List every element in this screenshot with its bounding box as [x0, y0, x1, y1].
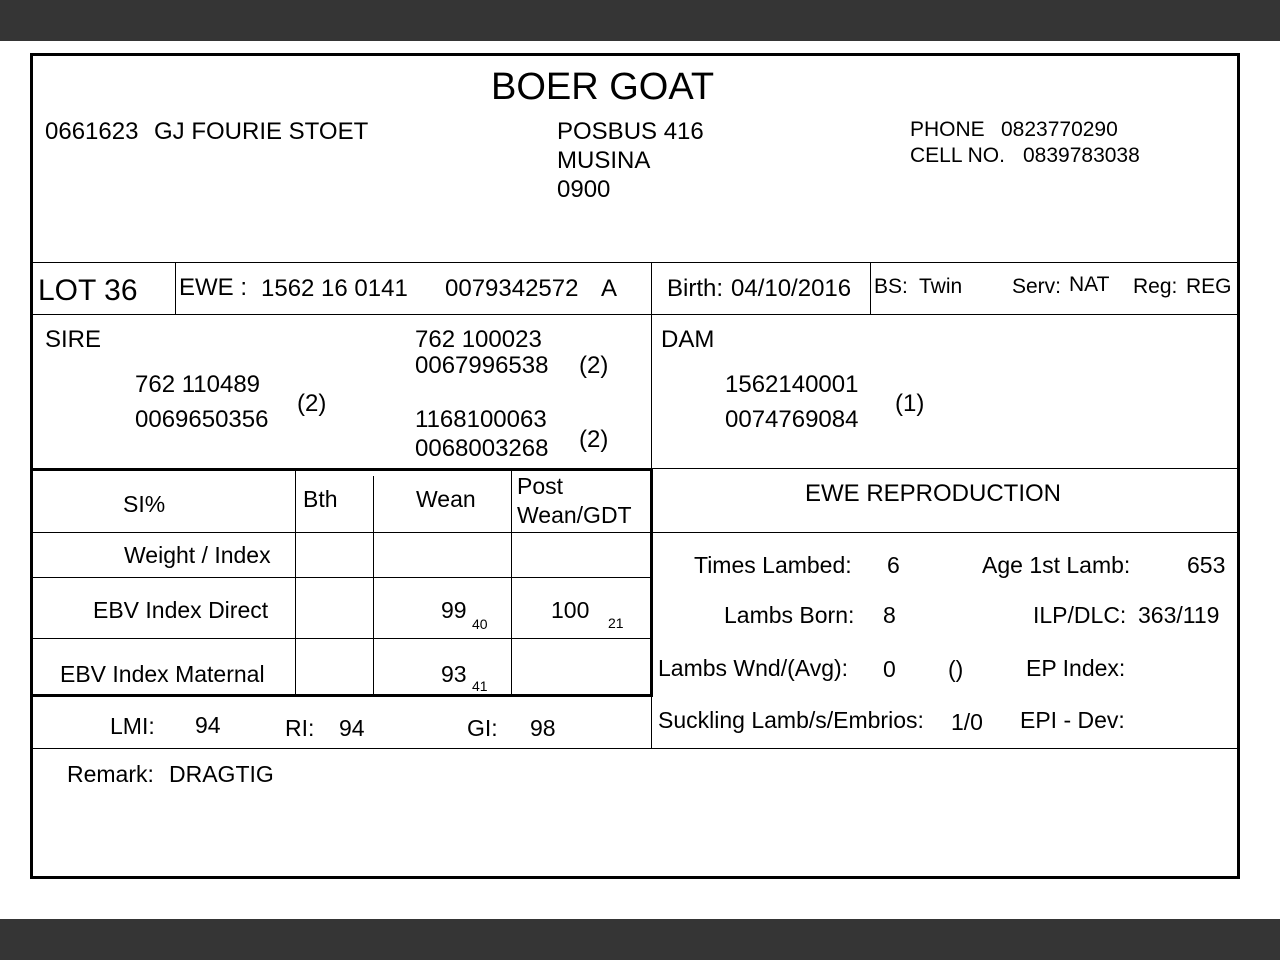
- sire-count: (2): [297, 390, 327, 417]
- breeder-name: GJ FOURIE STOET: [154, 118, 369, 145]
- page-title: BOER GOAT: [491, 66, 715, 108]
- ewe-label: EWE :: [179, 274, 248, 301]
- lot-label: LOT 36: [38, 274, 138, 307]
- gi-value: 98: [530, 715, 556, 741]
- lmi-label: LMI:: [110, 713, 155, 739]
- times-lambed-value: 6: [887, 552, 900, 578]
- divider-indices-row: [33, 748, 1240, 749]
- lambs-weaned-value: 0: [883, 656, 896, 682]
- ilp-dlc-value: 363/119: [1138, 602, 1220, 628]
- remark-value: DRAGTIG: [169, 761, 274, 787]
- cell-number: 0839783038: [1023, 144, 1140, 167]
- sire-dam-id: 1168100063: [415, 406, 547, 433]
- age-first-lamb-value: 653: [1187, 552, 1226, 578]
- row-ebv-maternal: EBV Index Maternal: [60, 661, 265, 687]
- address-line3: 0900: [557, 176, 611, 203]
- suckling-value: 1/0: [951, 709, 983, 735]
- maternal-wean-value: 93: [441, 661, 467, 687]
- vline-bth: [373, 476, 374, 694]
- divider-pedigree-right: [653, 468, 1240, 469]
- divider-lot-row: [33, 314, 1240, 315]
- sire-dam-count: (2): [579, 426, 609, 453]
- epi-dev-label: EPI - Dev:: [1020, 707, 1125, 733]
- dam-count: (1): [895, 390, 925, 417]
- sire-dam-reg: 0068003268: [415, 435, 549, 462]
- sire-sire-id: 762 100023: [415, 326, 542, 353]
- ri-value: 94: [339, 715, 365, 741]
- lambs-born-label: Lambs Born:: [724, 602, 855, 628]
- direct-wean-accuracy: 40: [472, 616, 488, 632]
- lambs-born-value: 8: [883, 602, 896, 628]
- address-line2: MUSINA: [557, 147, 651, 174]
- ri-label: RI:: [285, 715, 315, 741]
- bottom-dark-band: [0, 919, 1280, 960]
- vline-birth: [870, 262, 871, 314]
- divider-direct-row: [33, 638, 653, 639]
- sire-reg: 0069650356: [135, 406, 269, 433]
- sire-sire-reg: 0067996538: [415, 352, 549, 379]
- lambs-weaned-label: Lambs Wnd/(Avg):: [658, 655, 849, 681]
- direct-post-accuracy: 21: [608, 615, 624, 631]
- bs-value: Twin: [919, 275, 963, 298]
- col-post-line1: Post: [517, 473, 564, 499]
- top-dark-band: [0, 0, 1280, 41]
- age-first-lamb-label: Age 1st Lamb:: [982, 552, 1131, 578]
- phone-number: 0823770290: [1001, 118, 1118, 141]
- row-ebv-direct: EBV Index Direct: [93, 597, 269, 623]
- dam-id: 1562140001: [725, 371, 859, 398]
- sire-sire-count: (2): [579, 352, 609, 379]
- divider-ebv-table-bottom: [33, 694, 653, 697]
- breeder-id: 0661623: [45, 118, 139, 145]
- ewe-id: 1562 16 0141: [261, 275, 408, 302]
- lmi-value: 94: [195, 712, 221, 738]
- ewe-reg: 0079342572: [445, 275, 579, 302]
- sire-label: SIRE: [45, 326, 102, 353]
- suckling-label: Suckling Lamb/s/Embrios:: [658, 707, 924, 733]
- row-weight-index: Weight / Index: [124, 542, 271, 568]
- lambs-weaned-avg: (): [948, 656, 964, 682]
- col-wean: Wean: [416, 486, 476, 512]
- bs-label: BS:: [874, 275, 908, 298]
- ewe-grade: A: [601, 275, 618, 302]
- direct-post-value: 100: [551, 597, 590, 623]
- reg-value: REG: [1186, 275, 1232, 298]
- col-si: SI%: [123, 491, 166, 517]
- birth-label: Birth:: [667, 275, 724, 302]
- direct-wean-value: 99: [441, 597, 467, 623]
- vline-lot: [175, 262, 176, 314]
- serv-label: Serv:: [1012, 275, 1062, 298]
- birth-date: 04/10/2016: [731, 275, 852, 302]
- vline-si: [295, 468, 296, 694]
- divider-weight-row: [33, 577, 653, 578]
- dam-reg: 0074769084: [725, 406, 859, 433]
- gi-label: GI:: [467, 715, 498, 741]
- maternal-wean-accuracy: 41: [472, 678, 488, 694]
- ilp-dlc-label: ILP/DLC:: [1033, 602, 1127, 628]
- divider-pedigree-left: [33, 468, 653, 471]
- dam-label: DAM: [661, 326, 715, 353]
- divider-ebv-header: [33, 532, 1240, 533]
- col-post-line2: Wean/GDT: [517, 502, 632, 528]
- phone-label: PHONE: [910, 118, 985, 141]
- remark-label: Remark:: [67, 761, 154, 787]
- sire-id: 762 110489: [135, 371, 261, 398]
- serv-value: NAT: [1069, 273, 1110, 296]
- cell-label: CELL NO.: [910, 144, 1005, 167]
- ep-index-label: EP Index:: [1026, 655, 1126, 681]
- reg-label: Reg:: [1133, 275, 1178, 298]
- divider-header: [33, 262, 1240, 263]
- vline-wean: [511, 468, 512, 694]
- reproduction-header: EWE REPRODUCTION: [805, 480, 1062, 507]
- lot-card: [30, 53, 1240, 879]
- address-line1: POSBUS 416: [557, 118, 704, 145]
- col-bth: Bth: [303, 486, 338, 512]
- times-lambed-label: Times Lambed:: [694, 552, 852, 578]
- vline-ebv-table-right: [650, 468, 653, 696]
